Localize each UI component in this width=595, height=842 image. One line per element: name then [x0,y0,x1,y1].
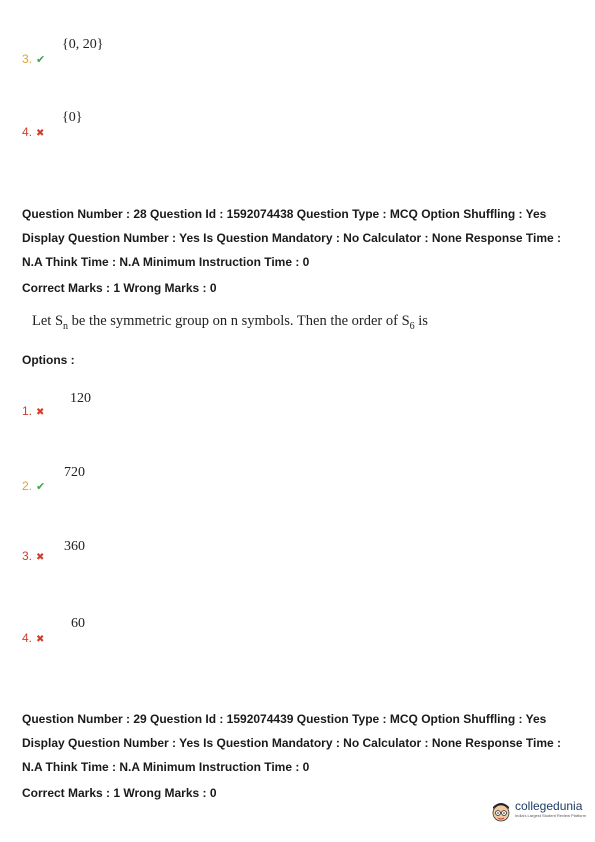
option-1-text: 120 [70,391,91,406]
logo-name: collegedunia [515,799,583,813]
option-1-number [22,404,44,420]
question-text-part: is [414,313,428,329]
option-2-number [22,479,45,494]
option-number: 1. [22,404,33,418]
question-29-meta: Question Number : 29 Question Id : 1592074439 Question Type : MCQ Option Shuffling : Yes Display Question Number : Yes Is Question Mandatory : No Calculator : None Response Time : N.A Think Time : N.A Minimum Instruction Time : 0 [22,712,561,774]
options-label: Options : [22,353,75,367]
cross-icon: ✖ [36,407,45,418]
prev-option-4-text: {0} [62,110,83,125]
subscript: 6 [409,320,415,332]
question-28-meta: Question Number : 28 Question Id : 1592074438 Question Type : MCQ Option Shuffling : Yes Display Question Number : Yes Is Question Mandatory : No Calculator : None Response Time : N.A Think Time : N.A Minimum Instruction Time : 0 [22,207,561,269]
option-number: 2. [22,479,33,493]
check-icon: ✔ [36,481,46,493]
prev-option-3-text: {0, 20} [62,37,104,52]
option-number: 3. [22,52,33,66]
cross-icon: ✖ [36,634,45,645]
option-2-text: 720 [64,465,85,480]
option-4-number [22,631,44,647]
question-text-part: be the symmetric group on n symbols. Then the order of S [68,313,410,329]
option-3-text: 360 [64,539,85,554]
check-icon: ✔ [36,54,46,66]
question-text-part: Let S [32,313,64,329]
option-number: 4. [22,631,33,645]
question-29-marks: Correct Marks : 1 Wrong Marks : 0 [22,786,217,800]
prev-option-3-number [22,52,45,67]
option-number: 4. [22,125,33,139]
question-28-marks: Correct Marks : 1 Wrong Marks : 0 [22,281,217,295]
option-4-text: 60 [71,616,85,631]
option-number: 3. [22,549,33,563]
cross-icon: ✖ [36,552,45,563]
question-28-text [32,313,428,332]
prev-option-4-number [22,125,44,141]
logo-tagline: India's Largest Student Review Platform [515,813,587,818]
logo-text [515,800,586,819]
cross-icon: ✖ [36,128,45,139]
option-3-number [22,549,44,565]
subscript: n [63,320,69,332]
mascot-icon [490,800,512,824]
collegedunia-logo [490,800,586,824]
